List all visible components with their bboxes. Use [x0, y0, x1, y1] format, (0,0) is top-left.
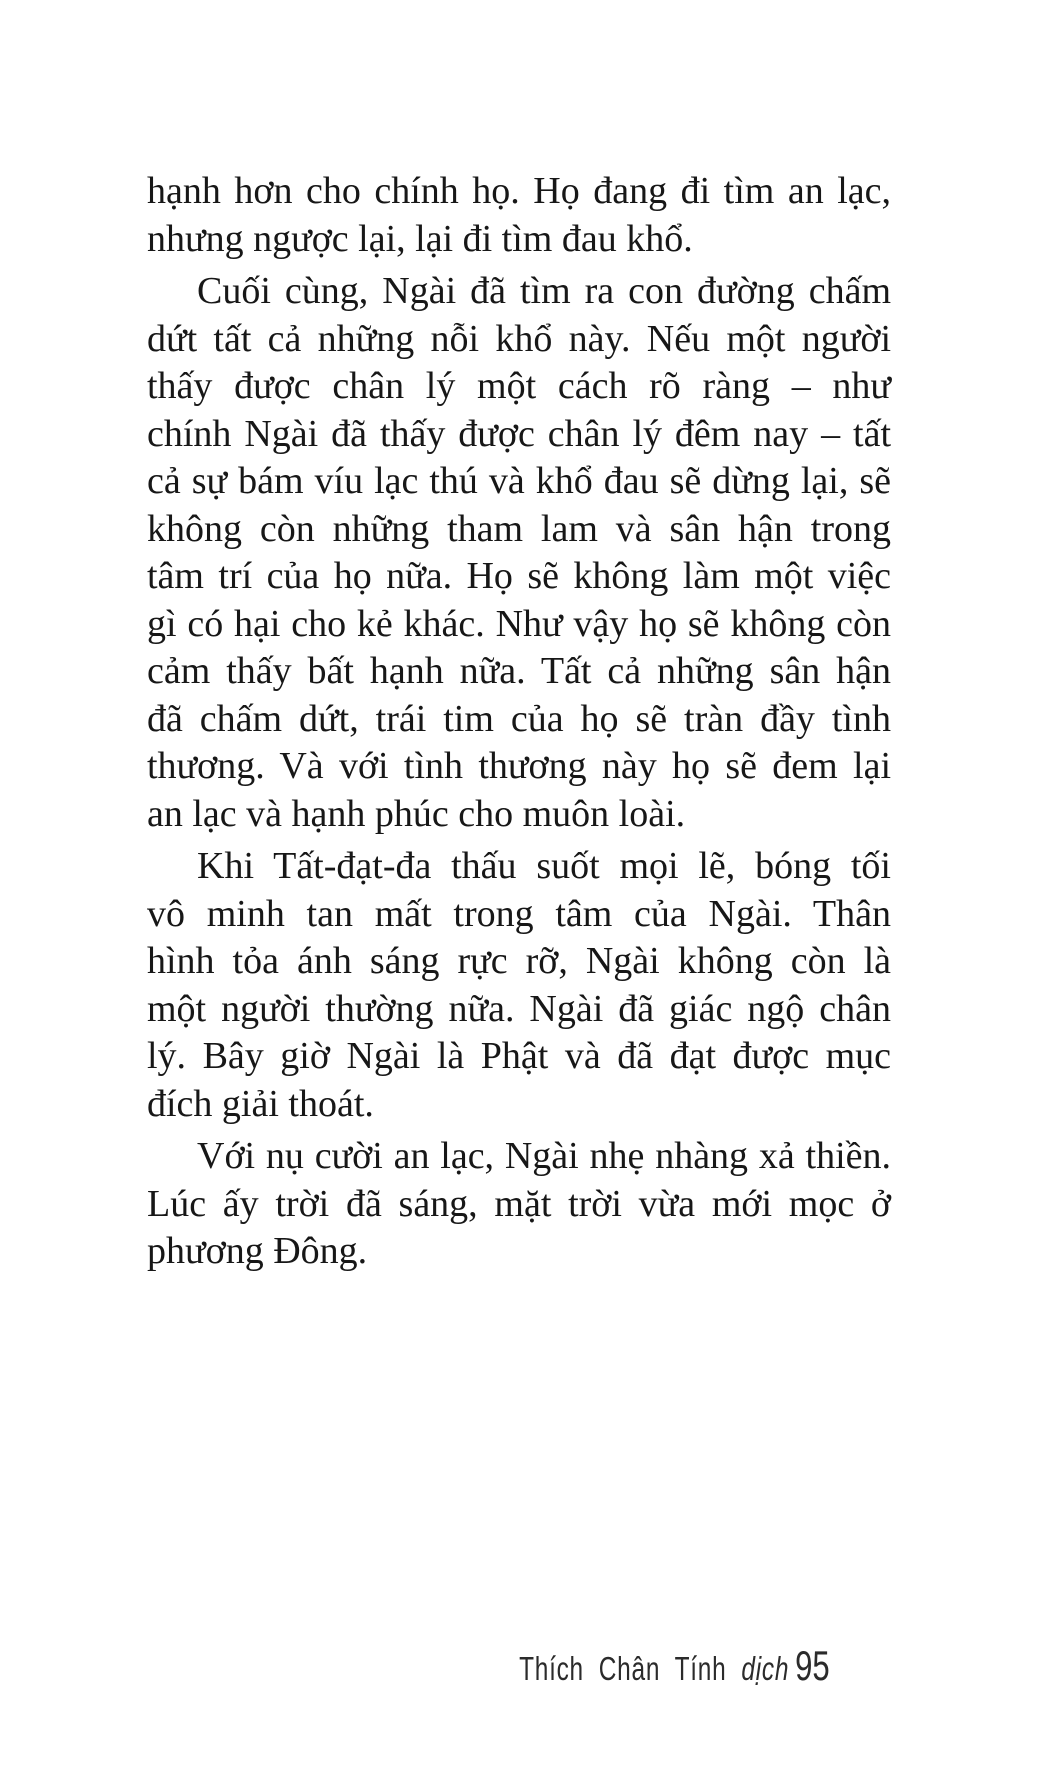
- paragraph-4: [147, 1133, 891, 1276]
- footer-text: [519, 1642, 830, 1690]
- text-line: phương Đông.: [147, 1230, 368, 1272]
- text-line: hình tỏa ánh sáng rực rỡ, Ngài không còn là: [147, 940, 891, 982]
- text-line: thương. Và với tình thương này họ sẽ đem lại: [147, 745, 891, 787]
- text-line: dứt tất cả những nỗi khổ này. Nếu một người: [147, 317, 891, 360]
- paragraph-2: [147, 268, 891, 838]
- text-line: Khi Tất-đạt-đa thấu suốt mọi lẽ, bóng tối: [197, 845, 891, 887]
- page-footer: [410, 1642, 830, 1690]
- translator-name: Thích Chân Tính: [519, 1650, 727, 1687]
- text-line: gì có hại cho kẻ khác. Như vậy họ sẽ không còn: [147, 602, 891, 645]
- text-line: không còn những tham lam và sân hận trong: [147, 507, 891, 550]
- text-line: an lạc và hạnh phúc cho muôn loài.: [147, 792, 686, 835]
- text-line: một người thường nữa. Ngài đã giác ngộ chân: [147, 987, 891, 1030]
- translator-role: dịch: [741, 1650, 790, 1687]
- text-line: nhưng ngược lại, lại đi tìm đau khổ.: [147, 217, 693, 260]
- text-line: đích giải thoát.: [147, 1082, 374, 1125]
- text-line: hạnh hơn cho chính họ. Họ đang đi tìm an lạc,: [147, 170, 891, 212]
- paragraph-1: [147, 168, 891, 263]
- text-line: Với nụ cười an lạc, Ngài nhẹ nhàng xả thiền.: [197, 1135, 891, 1177]
- text-line: thấy được chân lý một cách rõ ràng – như: [147, 365, 891, 407]
- text-line: cả sự bám víu lạc thú và khổ đau sẽ dừng lại, sẽ: [147, 460, 891, 502]
- paragraph-3: [147, 843, 891, 1128]
- text-line: tâm trí của họ nữa. Họ sẽ không làm một việc: [147, 555, 891, 597]
- text-line: chính Ngài đã thấy được chân lý đêm nay – tất: [147, 412, 891, 455]
- text-line: cảm thấy bất hạnh nữa. Tất cả những sân hận: [147, 650, 891, 692]
- text-line: vô minh tan mất trong tâm của Ngài. Thân: [147, 892, 891, 935]
- text-line: Lúc ấy trời đã sáng, mặt trời vừa mới mọc ở: [147, 1182, 891, 1225]
- text-line: đã chấm dứt, trái tim của họ sẽ tràn đầy tình: [147, 697, 891, 740]
- text-line: lý. Bây giờ Ngài là Phật và đã đạt được mục: [147, 1035, 891, 1077]
- page-number: 95: [795, 1642, 830, 1689]
- text-line: Cuối cùng, Ngài đã tìm ra con đường chấm: [197, 270, 891, 312]
- body-text: [147, 168, 891, 1276]
